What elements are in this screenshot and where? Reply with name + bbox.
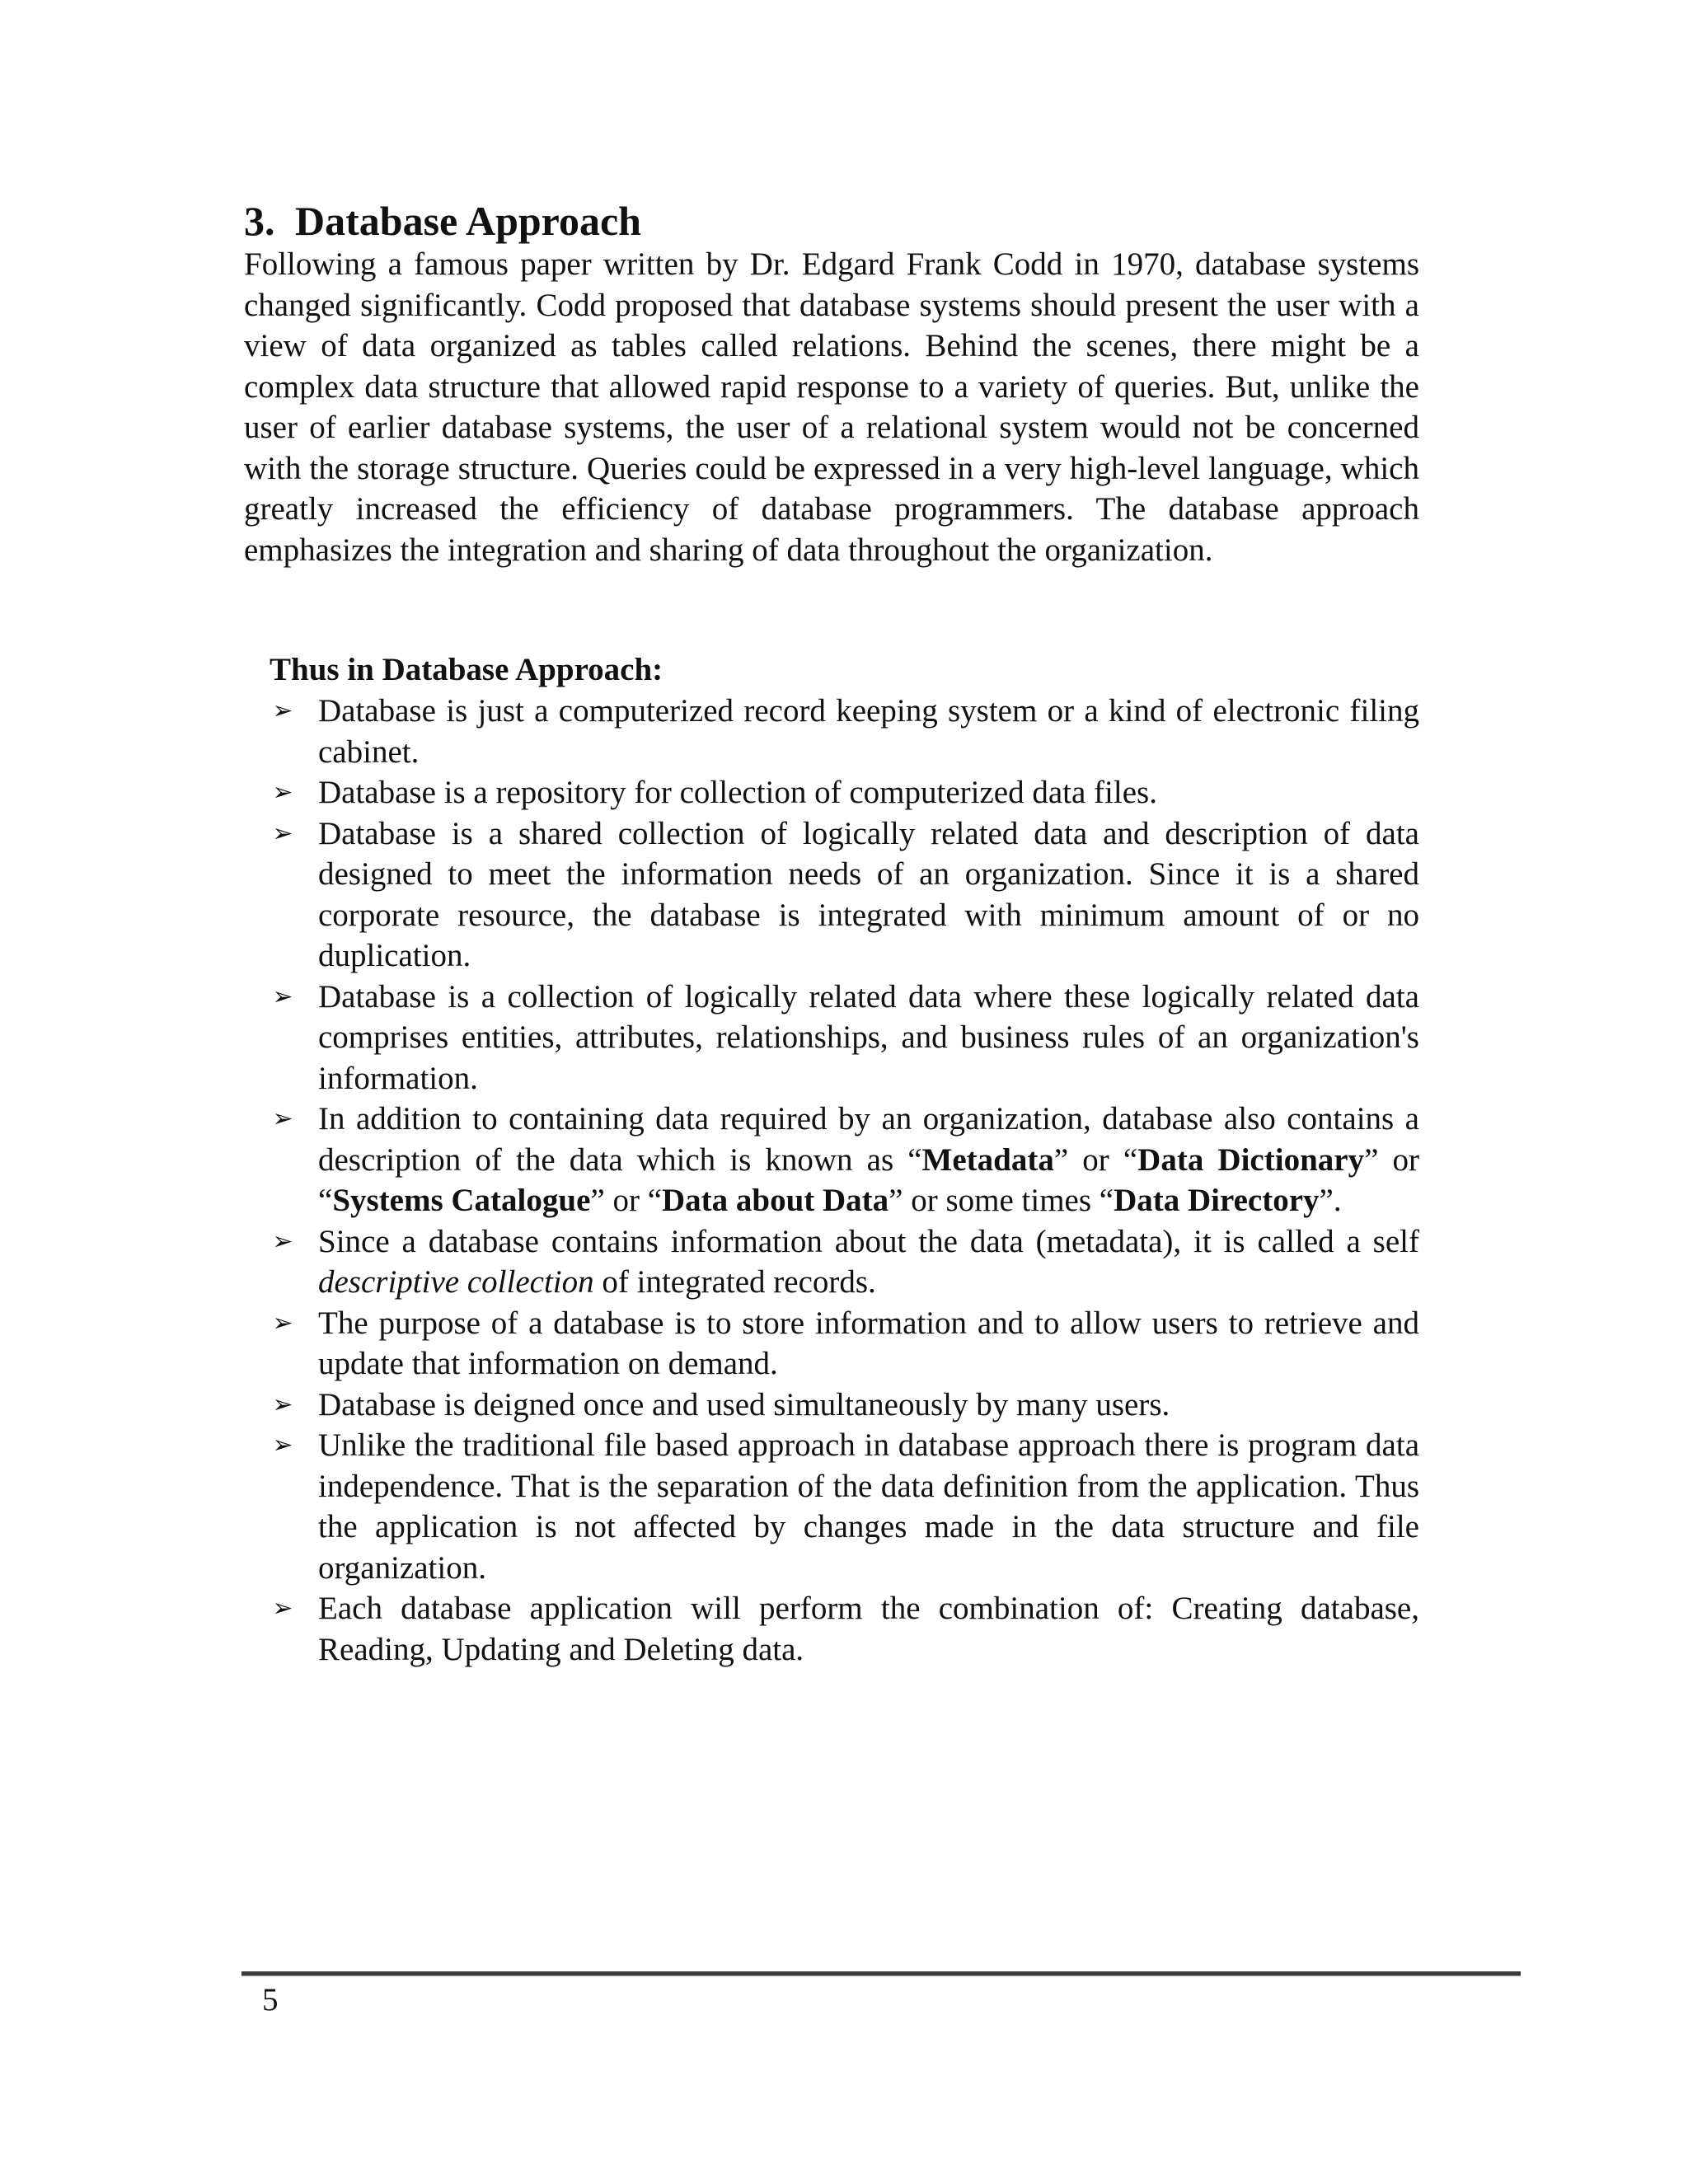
list-item-text: of integrated records. — [593, 1264, 876, 1300]
list-item — [272, 1385, 1419, 1426]
list-item — [272, 1099, 1419, 1221]
list-item-text: Database is just a computerized record keeping system or a kind of electronic filing cabinet. — [318, 693, 1419, 770]
arrowhead-bullet-icon: ➢ — [272, 818, 293, 848]
list-item-text: Database is a shared collection of logically related data and description of data designed to meet the information needs of an organization. Since it is a shared corporate resource, the database is integrated with minimum amount of or no duplication. — [318, 815, 1419, 973]
arrowhead-bullet-icon: ➢ — [272, 696, 293, 725]
list-item — [272, 1221, 1419, 1303]
term-separator: ”. — [1319, 1183, 1342, 1218]
bullet-list — [272, 691, 1419, 1670]
term-separator: ” or “ — [1053, 1141, 1138, 1178]
list-item-text: The purpose of a database is to store information and to allow users to retrieve and update that information on demand. — [318, 1305, 1419, 1381]
list-item — [272, 691, 1419, 772]
list-item — [272, 1303, 1419, 1385]
emphasis-descriptive-collection: descriptive collection — [318, 1264, 594, 1300]
term-data-about-data: Data about Data — [662, 1183, 889, 1218]
list-item-text: In addition to containing data required by an organization, database also contains a description of the data which is known as “ — [318, 1101, 1419, 1178]
list-item-text: Since a database contains information about the data (metadata), it is called a self — [318, 1223, 1419, 1259]
term-separator: ” or some times “ — [889, 1183, 1114, 1218]
term-data-directory: Data Directory — [1114, 1183, 1320, 1218]
arrowhead-bullet-icon: ➢ — [272, 1226, 293, 1256]
list-item-text: Unlike the traditional file based approach in database approach there is program data independence. That is the separation of the data definition from the application. Thus the application is not affected by changes made in the data structure and file organization. — [318, 1427, 1419, 1586]
arrowhead-bullet-icon: ➢ — [272, 1594, 293, 1623]
section-number: 3. — [244, 198, 275, 244]
list-item-text: Database is deigned once and used simultaneously by many users. — [318, 1386, 1170, 1422]
page-number: 5 — [262, 1982, 279, 2018]
term-systems-catalogue: Systems Catalogue — [332, 1183, 591, 1218]
arrowhead-bullet-icon: ➢ — [272, 1390, 293, 1419]
footer-divider — [241, 1971, 1521, 1976]
list-item — [272, 813, 1419, 977]
section-title: Database Approach — [295, 198, 641, 244]
list-item-text: Database is a collection of logically related data where these logically related data comprises entities, attributes, relationships, and business rules of an organization's information. — [318, 978, 1419, 1096]
arrowhead-bullet-icon: ➢ — [272, 1431, 293, 1460]
section-heading — [244, 194, 641, 247]
list-item — [272, 1425, 1419, 1588]
list-item — [272, 1588, 1419, 1670]
arrowhead-bullet-icon: ➢ — [272, 1104, 293, 1133]
bullet-list-heading: Thus in Database Approach: — [270, 652, 663, 687]
arrowhead-bullet-icon: ➢ — [272, 982, 293, 1011]
list-item — [272, 772, 1419, 813]
term-separator: ” or “ — [590, 1183, 662, 1218]
arrowhead-bullet-icon: ➢ — [272, 1308, 293, 1338]
list-item-text: Database is a repository for collection of computerized data files. — [318, 775, 1157, 810]
list-item-text: Each database application will perform the combination of: Creating database, Reading, Updating and Deleting data. — [318, 1591, 1419, 1667]
list-item — [272, 977, 1419, 1099]
term-data-dictionary: Data Dictionary — [1137, 1141, 1365, 1178]
arrowhead-bullet-icon: ➢ — [272, 778, 293, 807]
term-metadata: Metadata — [921, 1141, 1054, 1178]
intro-paragraph: Following a famous paper written by Dr. Edgard Frank Codd in 1970, database systems changed significantly. Codd proposed that database systems should present the user with a view of data organized as tables called relations. Behind the scenes, there might be a complex data structure that allowed rapid response to a variety of queries. But, unlike the user of earlier database systems, the user of a relational system would not be concerned with the storage structure. Queries could be expressed in a very high-level language, which greatly increased the efficiency of database programmers. The database approach emphasizes the integration and sharing of data throughout the organization. — [244, 246, 1419, 568]
term-separator: ” or “ — [318, 1141, 1419, 1218]
